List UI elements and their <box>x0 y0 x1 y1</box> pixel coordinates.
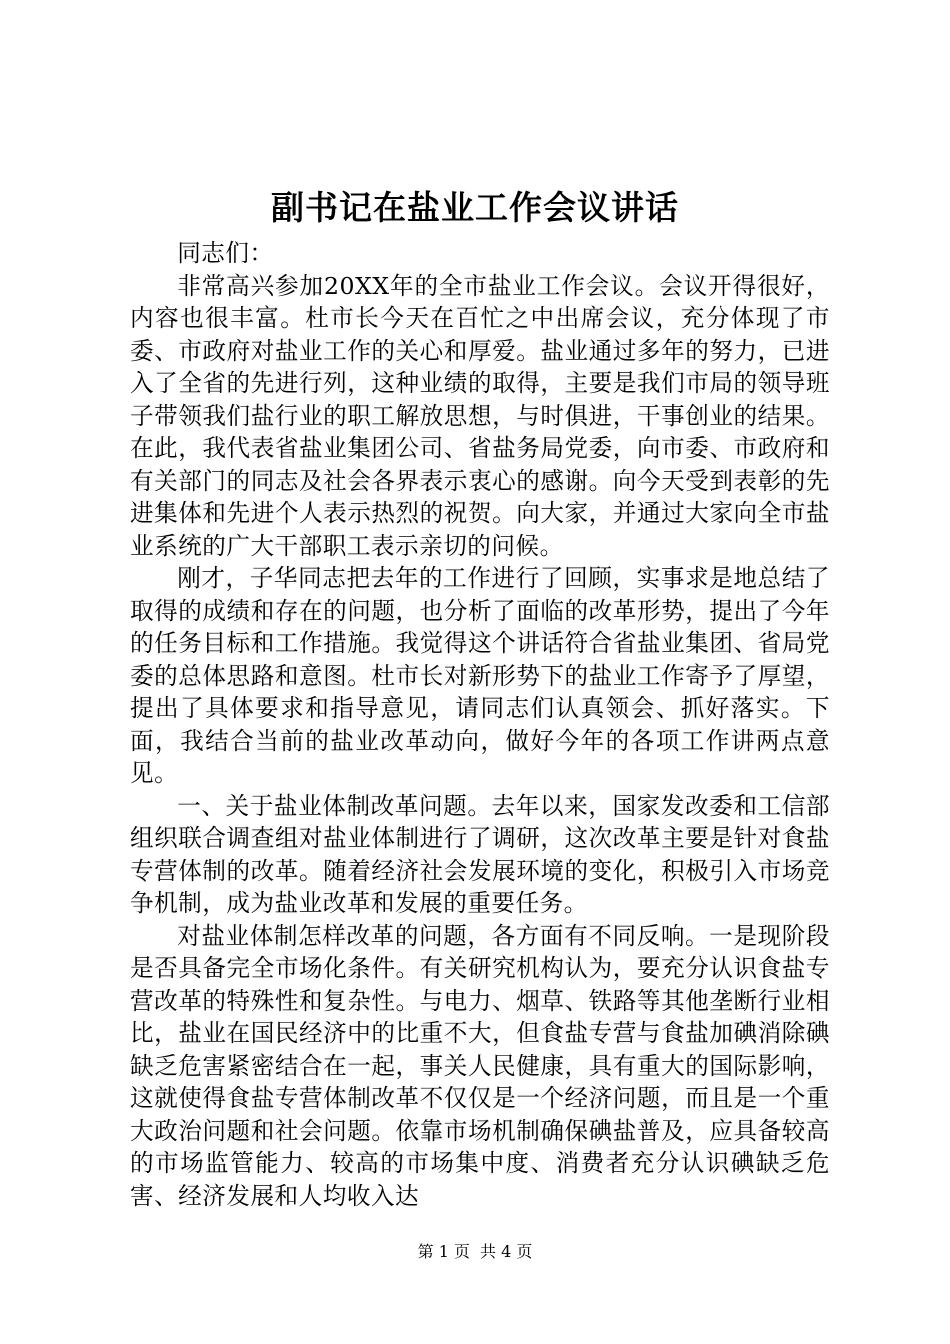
paragraph-1: 非常高兴参加20XX年的全市盐业工作会议。会议开得很好，内容也很丰富。杜市长今天在百忙之中出席会议，充分体现了市委、市政府对盐业工作的关心和厚爱。盐业通过多年的努力，已进入了全省的先进行列，这种业绩的取得，主要是我们市局的领导班子带领我们盐行业的职工解放思想，与时俱进，干事创业的结果。在此，我代表省盐业集团公司、省盐务局党委，向市委、市政府和有关部门的同志及社会各界表示衷心的感谢。向今天受到表彰的先进集体和先进个人表示热烈的祝贺。向大家，并通过大家向全市盐业系统的广大干部职工表示亲切的问候。 <box>130 271 830 560</box>
paragraph-3: 一、关于盐业体制改革问题。去年以来，国家发改委和工信部组织联合调查组对盐业体制进行了调研，这次改革主要是针对食盐专营体制的改革。随着经济社会发展环境的变化，积极引入市场竞争机制，成为盐业改革和发展的重要任务。 <box>130 791 830 917</box>
document-body <box>130 237 830 1212</box>
paragraph-2: 刚才，子华同志把去年的工作进行了回顾，实事求是地总结了取得的成绩和存在的问题，也分析了面临的改革形势，提出了今年的任务目标和工作措施。我觉得这个讲话符合省盐业集团、省局党委的总体思路和意图。杜市长对新形势下的盐业工作寄予了厚望，提出了具体要求和指导意见，请同志们认真领会、抓好落实。下面，我结合当前的盐业改革动向，做好今年的各项工作讲两点意见。 <box>130 564 830 787</box>
page-total: 共 4 页 <box>480 1242 533 1261</box>
paragraph-4: 对盐业体制怎样改革的问题，各方面有不同反响。一是现阶段是否具备完全市场化条件。有关研究机构认为，要充分认识食盐专营改革的特殊性和复杂性。与电力、烟草、铁路等其他垄断行业相比，盐业在国民经济中的比重不大，但食盐专营与食盐加碘消除碘缺乏危害紧密结合在一起，事关人民健康，具有重大的国际影响，这就使得食盐专营体制改革不仅仅是一个经济问题，而且是一个重大政治问题和社会问题。依靠市场机制确保碘盐普及，应具备较高的市场监管能力、较高的市场集中度、消费者充分认识碘缺乏危害、经济发展和人均收入达 <box>130 921 830 1210</box>
page-footer <box>0 1241 950 1263</box>
salutation: 同志们： <box>177 239 274 267</box>
document-title: 副书记在盐业工作会议讲话 <box>271 188 679 227</box>
page-number: 第 1 页 <box>417 1242 470 1261</box>
